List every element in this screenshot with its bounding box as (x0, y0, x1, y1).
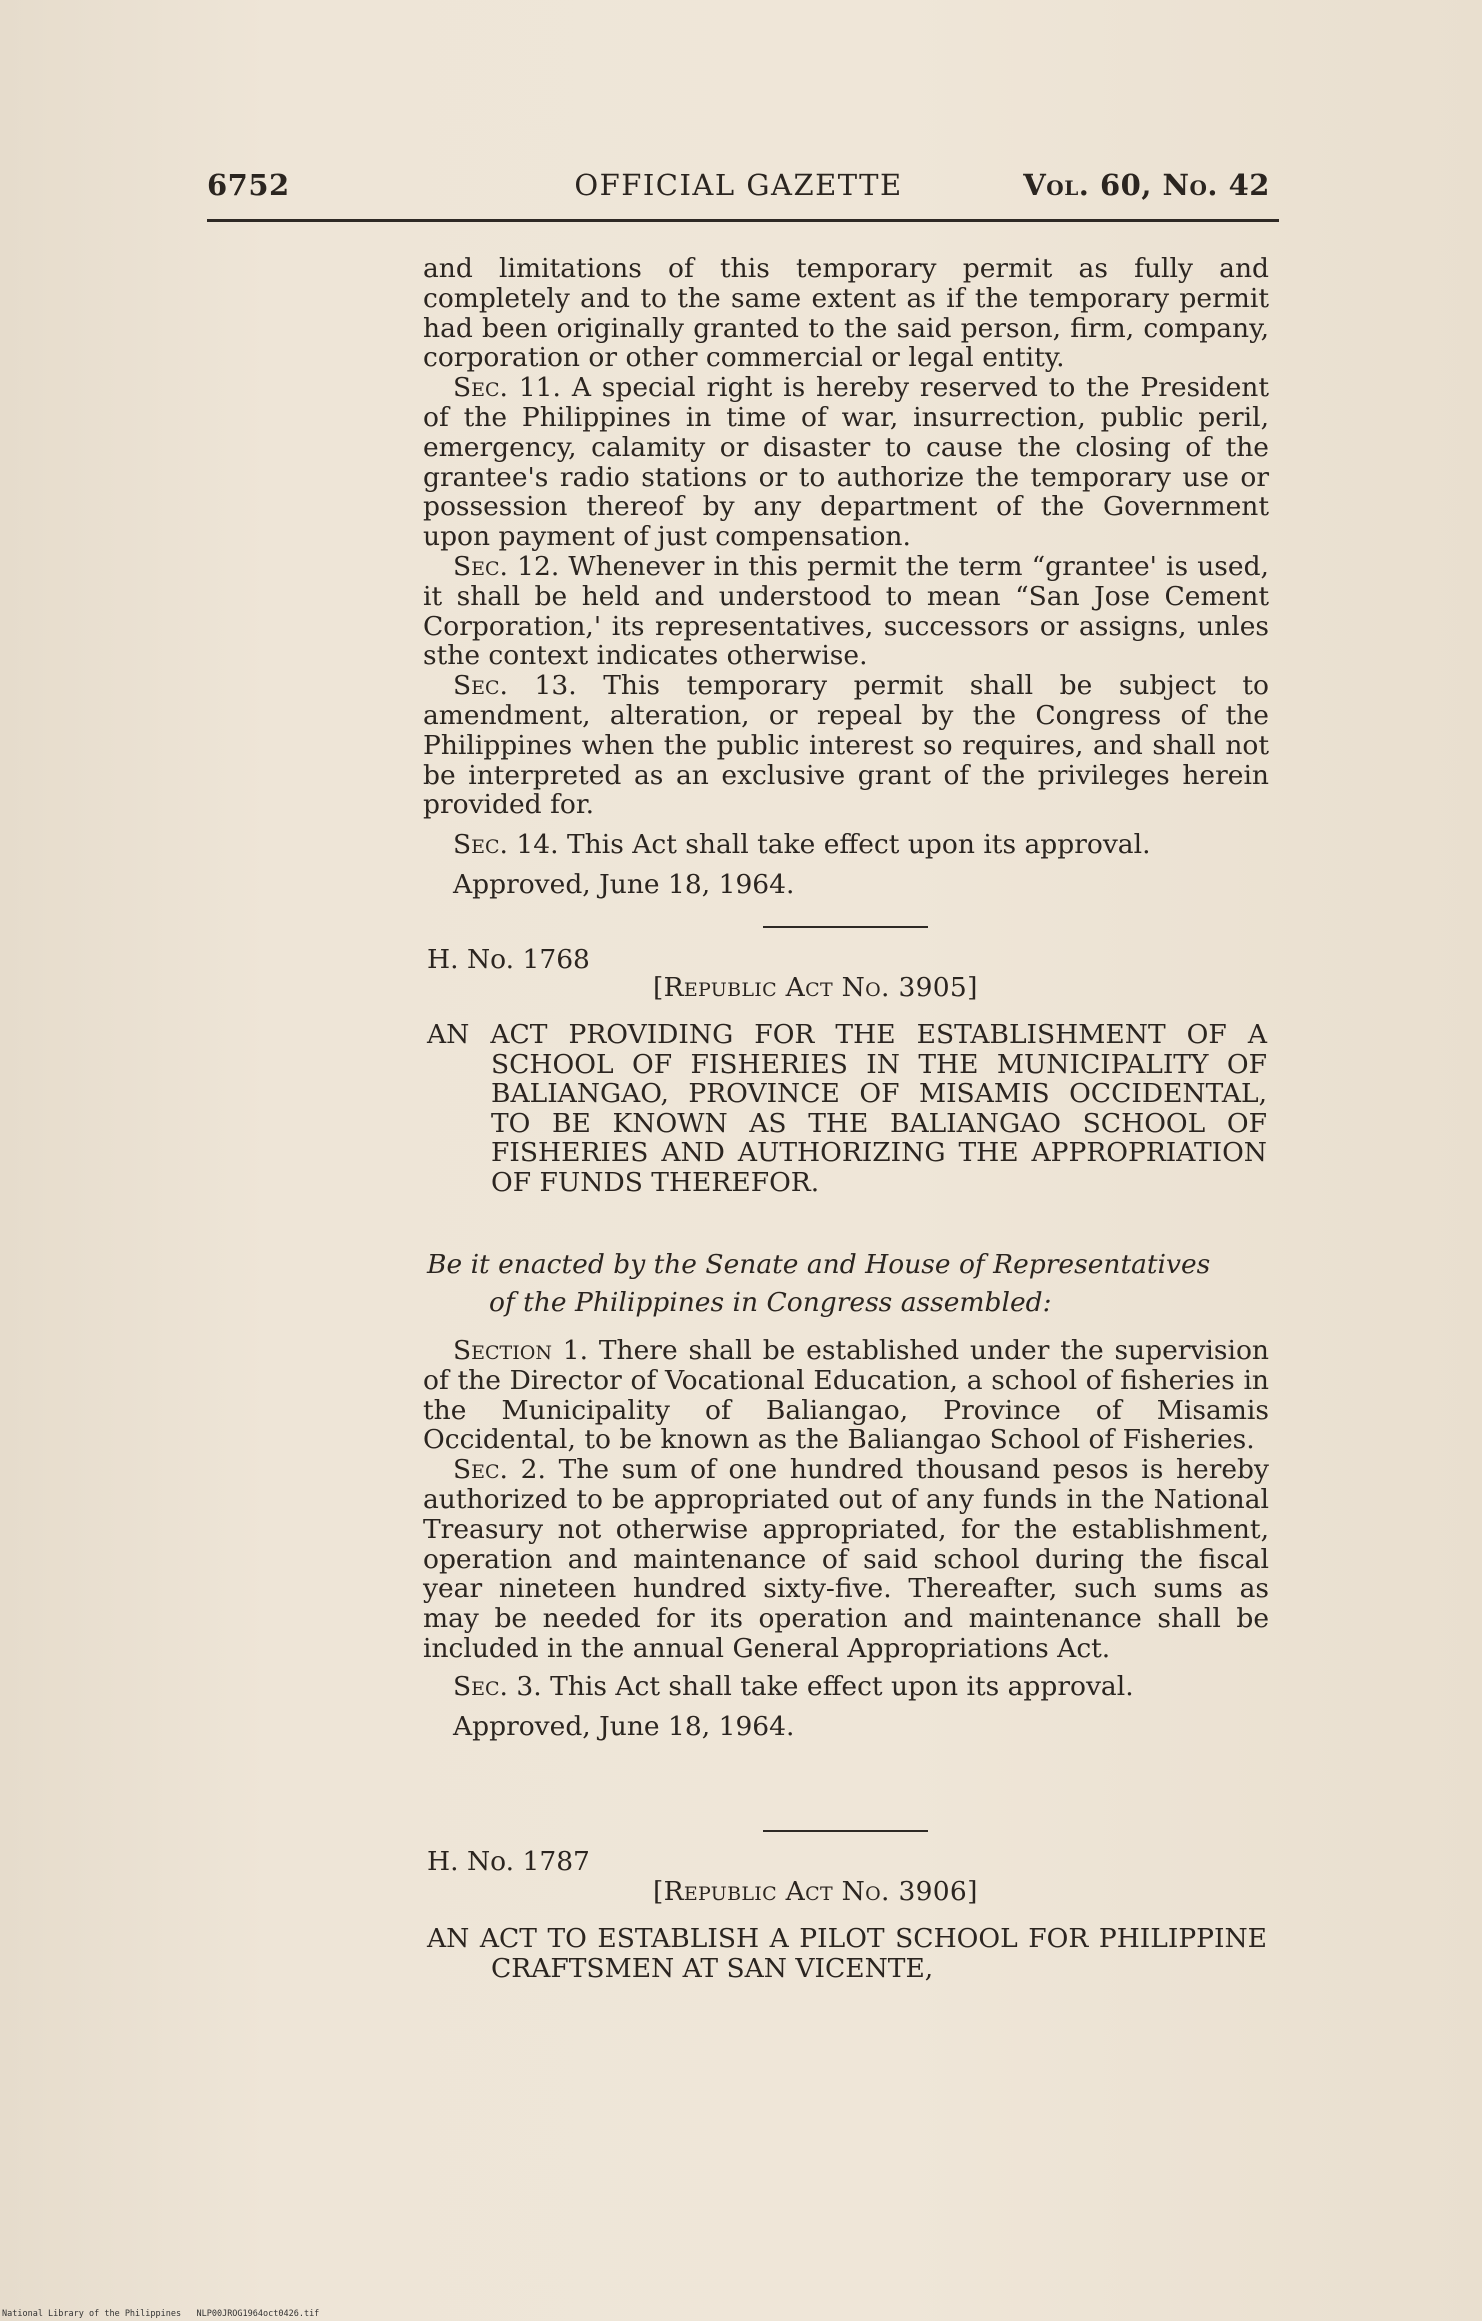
section-12 (423, 552, 1269, 671)
act-title (427, 1020, 1267, 1198)
house-bill-number: H. No. 1787 (427, 1846, 590, 1877)
library-name: National Library of the Philippines (2, 2309, 182, 2319)
section-separator (763, 926, 928, 928)
approval-date: Approved, June 18, 1964. (453, 1710, 795, 1742)
section-text: This Act shall take effect upon its approval. (550, 1670, 1134, 1702)
volume-issue: Vol. 60, No. 42 (1023, 168, 1270, 202)
section-14 (423, 830, 1269, 860)
republic-act-number: [Republic Act No. 3905] (653, 972, 978, 1003)
section-13 (423, 671, 1269, 820)
section-label: Sec. 2. (453, 1454, 546, 1486)
enacting-clause (427, 1246, 1267, 1322)
enacting-line: of the Philippines in Congress assembled: (489, 1287, 1052, 1318)
header-rule (207, 219, 1279, 222)
section-label: Sec. 12. (453, 550, 560, 582)
section-text: There shall be established under the supervision of the Director of Vocational Education, a school of fisheries in the Municipality of Baliangao, Province of Misamis Occidental, to be known as the Baliangao School of Fisheries. (423, 1335, 1269, 1456)
section-text: This temporary permit shall be subject to amendment, alteration, or repeal by the Congress of the Philippines when the public interest so requires, and shall not be interpreted as an exclusive grant of the privileges herein provided for. (423, 670, 1269, 821)
section-text: A special right is hereby reserved to the President of the Philippines in time of war, insurrection, public peril, emergency, calamity or disaster to cause the closing of the grantee's radio stations or to authorize the temporary use or possession thereof by any department of the Government upon payment of just compensation. (423, 372, 1269, 553)
file-name: NLP00JROG1964oct0426.tif (196, 2309, 320, 2319)
act-body (423, 1336, 1269, 1741)
section-text: Whenever in this permit the term “grantee' is used, it shall be held and understood to mean “San Jose Cement Corporation,' its representatives, successors or assigns, unles sthe context indicates otherwise. (423, 550, 1269, 672)
continued-text (423, 254, 1269, 900)
section-2 (423, 1455, 1269, 1664)
section-1 (423, 1336, 1269, 1455)
act-title (427, 1924, 1267, 1983)
house-bill-number: H. No. 1768 (427, 944, 590, 975)
approval-date: Approved, June 18, 1964. (453, 868, 795, 900)
section-separator (763, 1830, 928, 1832)
act-title-text: AN ACT TO ESTABLISH A PILOT SCHOOL FOR PHILIPPINE CRAFTSMEN AT SAN VICENTE, (427, 1923, 1267, 1984)
scan-footer (2, 2309, 319, 2319)
section-label: Sec. 13. (453, 670, 577, 702)
paragraph-text: and limitations of this temporary permit as fully and completely and to the same extent as if the temporary permit had been originally granted to the said person, firm, company, corporation or other commercial or legal entity. (423, 253, 1269, 374)
section-label: Section 1. (453, 1335, 589, 1366)
section-11 (423, 373, 1269, 552)
section-3 (423, 1672, 1269, 1702)
publication-title: OFFICIAL GAZETTE (574, 168, 903, 202)
page-header (207, 168, 1270, 212)
page-number: 6752 (207, 168, 290, 202)
section-text: This Act shall take effect upon its approval. (567, 829, 1151, 861)
enacting-line: Be it enacted by the Senate and House of Representatives (427, 1249, 1211, 1280)
paragraph (423, 254, 1269, 373)
section-label: Sec. 14. (453, 829, 559, 861)
section-text: The sum of one hundred thousand pesos is hereby authorized to be appropriated out of any funds in the National Treasury not otherwise appropriated, for the establishment, operation and maintenance of said school during the fiscal year nineteen hundred sixty-five. Thereafter, such sums as may be needed for its operation and maintenance shall be included in the annual General Appropriations Act. (423, 1454, 1269, 1664)
section-label: Sec. 3. (453, 1670, 542, 1702)
republic-act-number: [Republic Act No. 3906] (653, 1876, 978, 1907)
section-label: Sec. 11. (453, 372, 561, 404)
act-title-text: AN ACT PROVIDING FOR THE ESTABLISHMENT OF A SCHOOL OF FISHERIES IN THE MUNICIPALITY OF BALIANGAO, PROVINCE OF MISAMIS OCCIDENTAL, TO BE KNOWN AS THE BALIANGAO SCHOOL OF FISHERIES AND AUTHORIZING THE APPROPRIATION OF FUNDS THEREFOR. (427, 1019, 1267, 1198)
